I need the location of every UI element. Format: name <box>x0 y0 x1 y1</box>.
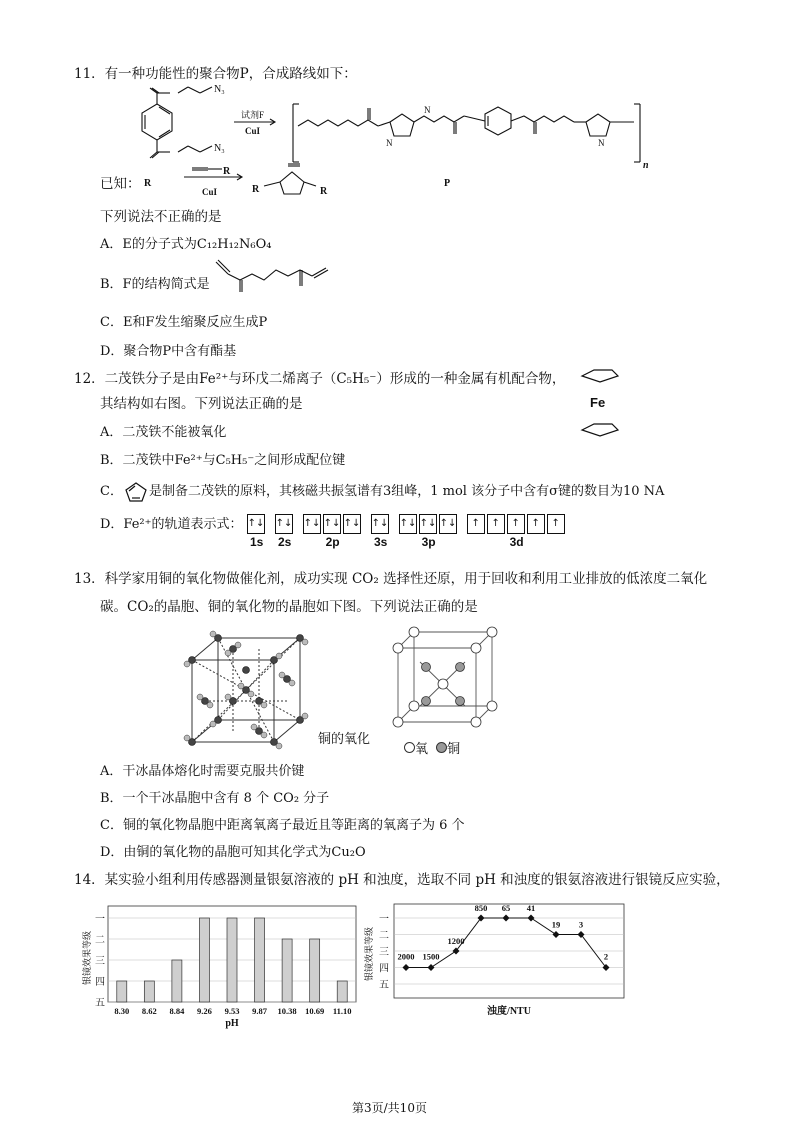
orbital-box: ↑↓ <box>439 514 457 534</box>
orbital-box: ↑ <box>527 514 545 534</box>
orbital-group-3p <box>399 514 459 549</box>
bar <box>144 981 154 1002</box>
q12-option-c-text: 是制备二茂铁的原料，其核磁共振氢谱有3组峰，1 mol 该分子中含有σ键的数目为10 NA <box>148 484 665 499</box>
r2-product-label: R <box>320 186 328 197</box>
legend-oxygen: 氧 <box>415 742 429 757</box>
orbital-label: 3s <box>373 535 388 549</box>
triazole-n-2: N <box>424 105 431 115</box>
q11-stem: 11．有一种功能性的聚合物P，合成路线如下： <box>74 66 357 82</box>
legend-copper: 铜 <box>447 742 461 757</box>
point-label: 19 <box>551 919 561 930</box>
cu-oxide-caption: 铜的氧化 <box>318 732 371 747</box>
orbital-label: 1s <box>249 535 264 549</box>
q13-option-b: B．一个干冰晶胞中含有 8 个 CO₂ 分子 <box>100 791 330 806</box>
x-tick-label: 8.84 <box>169 1006 185 1016</box>
r1-product-label: R <box>252 184 260 195</box>
point-label: 2 <box>603 951 609 962</box>
q12-stem2: 其结构如右图。下列说法正确的是 <box>100 396 303 412</box>
x-tick-label: 9.53 <box>224 1006 240 1016</box>
y-tick-label: 一 <box>379 914 389 925</box>
point-label: 1200 <box>447 936 465 946</box>
polymer-n-label: n <box>643 160 649 171</box>
bar <box>227 918 237 1002</box>
x-tick-label: 10.38 <box>277 1006 297 1016</box>
orbital-box: ↑↓ <box>419 514 437 534</box>
q11-option-b: B．F的结构简式是 <box>100 277 210 292</box>
q11-reaction-scheme <box>100 82 660 200</box>
orbital-group-3d <box>467 514 567 549</box>
q12-option-d <box>100 514 575 549</box>
q14-stem: 14．某实验小组利用传感器测量银氨溶液的 pH 和浊度，选取不同 pH 和浊度的银氨溶液进行银镜反应实验， <box>74 872 730 888</box>
q12-option-d-label: D．Fe²⁺的轨道表示式： <box>100 517 243 532</box>
y-tick-label: 一 <box>95 914 105 925</box>
q13-stem: 13．科学家用铜的氧化物做催化剂，成功实现 CO₂ 选择性还原，用于回收和利用工业排放的低浓度二氧化 <box>74 571 708 587</box>
orbital-box: ↑↓ <box>399 514 417 534</box>
point-label: 65 <box>501 903 511 913</box>
r1-label: R <box>144 178 152 189</box>
y-tick-label: 四 <box>95 977 105 988</box>
q12-option-c-row <box>100 480 664 503</box>
q11-option-a: A．E的分子式为C₁₂H₁₂N₆O₄ <box>100 237 272 252</box>
polymer-p-label: P <box>444 178 451 189</box>
q13-stem2: 碳。CO₂的晶胞、铜的氧化物的晶胞如下图。下列说法正确的是 <box>100 599 478 615</box>
x-tick-label: 9.26 <box>197 1006 212 1016</box>
orbital-group-2p <box>303 514 363 549</box>
orbital-box: ↑ <box>547 514 565 534</box>
x-tick-label: 8.62 <box>141 1006 157 1016</box>
orbital-group-1s <box>247 514 267 549</box>
copper-legend-icon <box>436 742 447 753</box>
x-tick-label: 10.69 <box>305 1006 325 1016</box>
bar <box>172 960 182 1002</box>
orbital-label: 3p <box>421 535 436 549</box>
y-tick-label: 三 <box>95 956 105 967</box>
y-tick-label: 二 <box>379 930 389 942</box>
x-tick-label: 11.10 <box>332 1006 352 1016</box>
y-tick-label: 五 <box>379 980 389 991</box>
q11-known: 已知： <box>100 176 141 192</box>
orbital-box: ↑ <box>487 514 505 534</box>
fe-label: Fe <box>590 395 606 410</box>
orbital-label: 2s <box>277 535 292 549</box>
ferrocene-structure <box>574 362 624 446</box>
orbital-box: ↑ <box>467 514 485 534</box>
orbital-box: ↑↓ <box>343 514 361 534</box>
orbital-label: 3d <box>509 535 524 549</box>
page-footer: 第3页/共10页 <box>352 1101 427 1115</box>
cui-label-2: CuI <box>202 187 218 197</box>
bar <box>337 981 347 1002</box>
point-label: 41 <box>526 903 536 913</box>
y-axis-title: 银镜效果等级 <box>82 930 92 986</box>
q11-f-structure <box>212 256 342 300</box>
q11-option-c: C．E和F发生缩聚反应生成P <box>100 315 268 330</box>
point-label: 3 <box>578 919 584 930</box>
q12-option-a: A．二茂铁不能被氧化 <box>100 425 227 440</box>
copper-oxide-unit-cell <box>390 624 502 728</box>
co2-unit-cell <box>182 630 312 752</box>
orbital-group-3s <box>371 514 391 549</box>
cyclopentadiene-structure <box>123 481 149 503</box>
bar <box>310 939 320 1002</box>
orbital-box: ↑↓ <box>323 514 341 534</box>
ph-bar-chart <box>78 898 368 1034</box>
y-tick-label: 二 <box>95 935 105 946</box>
oxygen-legend-icon <box>404 742 415 753</box>
y-axis-title: 银镜效果等级 <box>364 926 374 982</box>
x-axis-title: pH <box>225 1018 239 1029</box>
y-tick-label: 三 <box>379 947 389 958</box>
orbital-label: 2p <box>325 535 340 549</box>
y-tick-label: 五 <box>95 998 105 1009</box>
cui-label-1: CuI <box>245 126 261 136</box>
point-label: 1500 <box>422 951 440 962</box>
orbital-box: ↑↓ <box>371 514 389 534</box>
orbital-box: ↑↓ <box>303 514 321 534</box>
turbidity-line-chart <box>360 898 660 1034</box>
q13-option-c: C．铜的氧化物晶胞中距离氧离子最近且等距离的氧离子为 6 个 <box>100 818 465 833</box>
q12-option-b: B．二茂铁中Fe²⁺与C₅H₅⁻之间形成配位键 <box>100 453 346 468</box>
q11-option-d: D．聚合物P中含有酯基 <box>100 344 237 359</box>
triazole-n-1: N <box>386 138 393 148</box>
x-tick-label: 9.87 <box>252 1006 267 1016</box>
q13-option-d: D．由铜的氧化物的晶胞可知其化学式为Cu₂O <box>100 845 366 860</box>
x-tick-label: 8.30 <box>114 1006 130 1016</box>
y-tick-label: 四 <box>379 963 389 975</box>
bar <box>199 918 209 1002</box>
n3-label-bottom: N₃ <box>214 143 225 154</box>
orbital-group-2s <box>275 514 295 549</box>
cell-legend <box>404 738 460 757</box>
bar <box>117 981 127 1002</box>
q11-question: 下列说法不正确的是 <box>100 209 222 225</box>
point-label: 850 <box>474 903 488 913</box>
q12-stem: 12．二茂铁分子是由Fe²⁺与环戊二烯离子（C₅H₅⁻）形成的一种金属有机配合物， <box>74 371 566 387</box>
orbital-box: ↑↓ <box>275 514 293 534</box>
reagent-f-label: 试剂F <box>241 110 265 120</box>
bar <box>255 918 265 1002</box>
bar <box>282 939 292 1002</box>
n3-label-top: N₃ <box>214 84 225 95</box>
triazole-n-3: N <box>598 138 605 148</box>
q12-option-c-prefix: C． <box>100 484 123 499</box>
orbital-diagram <box>247 514 575 549</box>
orbital-box: ↑↓ <box>247 514 265 534</box>
x-axis-title: 浊度/NTU <box>487 1006 531 1017</box>
point-label: 2000 <box>397 951 415 962</box>
r2-label: R <box>223 166 231 177</box>
orbital-box: ↑ <box>507 514 525 534</box>
q13-option-a: A．干冰晶体熔化时需要克服共价键 <box>100 764 305 779</box>
